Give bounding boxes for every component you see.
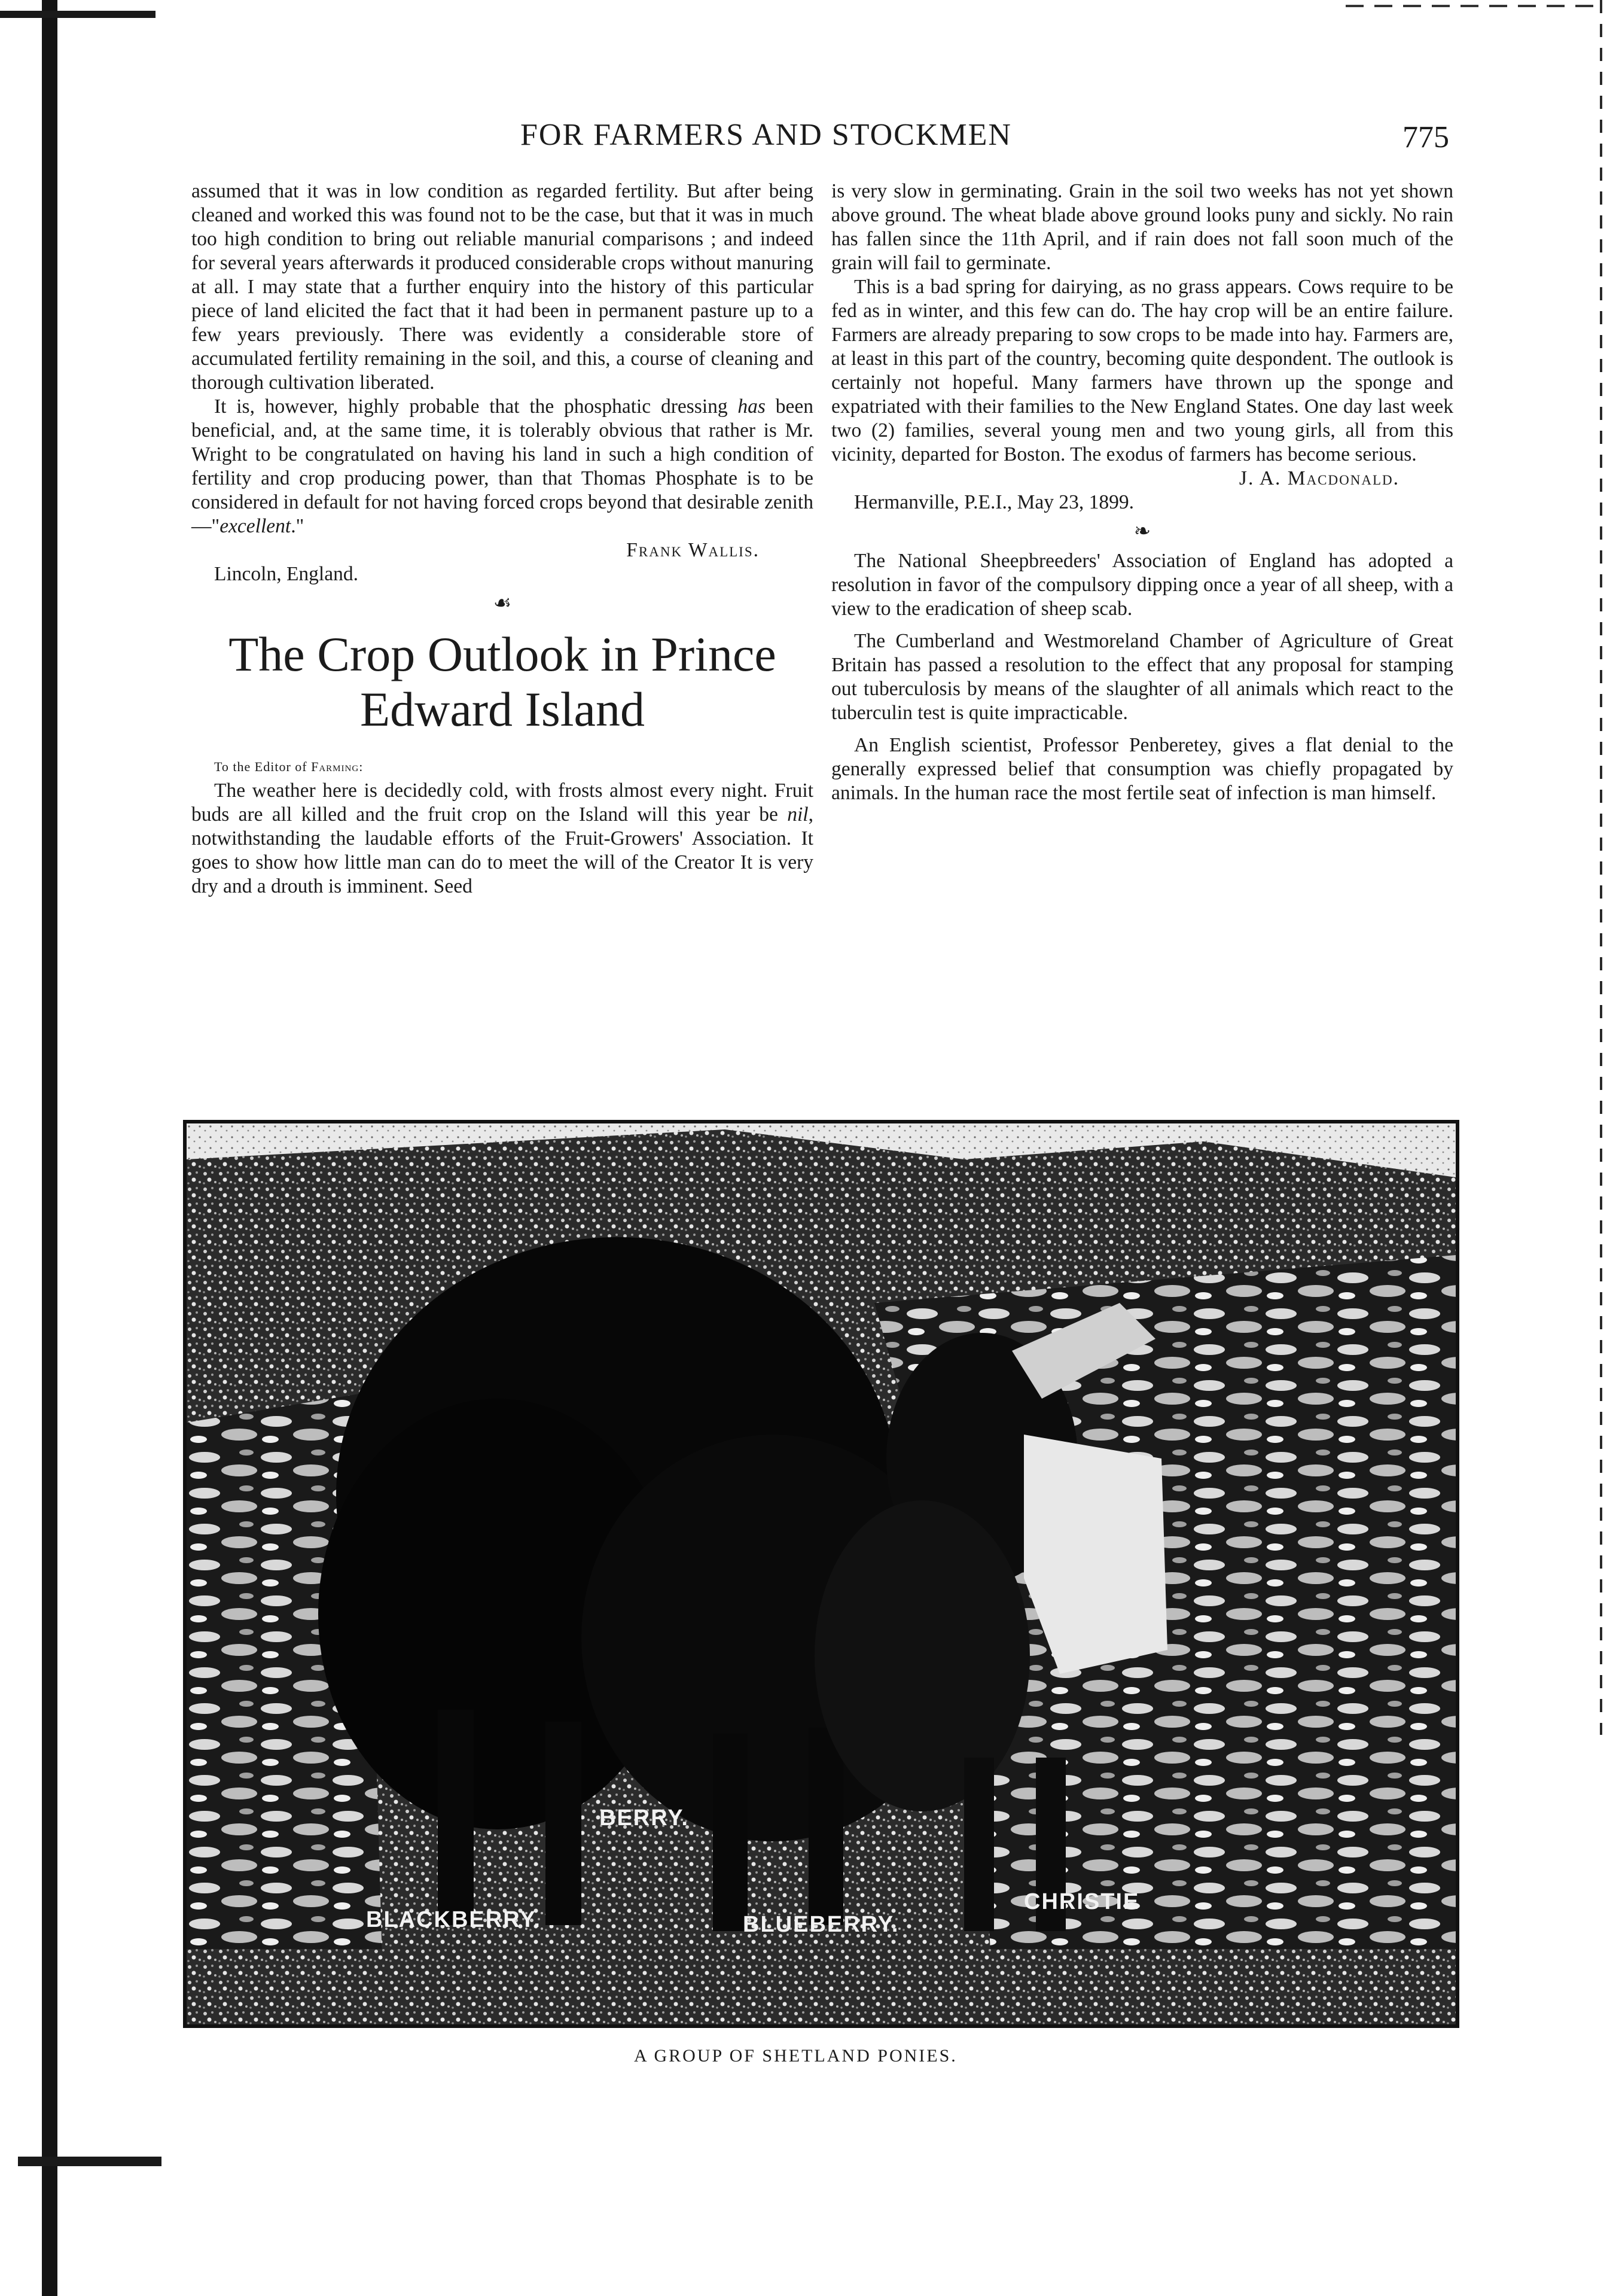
right-column bbox=[831, 179, 1453, 805]
author-location: Lincoln, England. bbox=[214, 563, 358, 585]
photo-image bbox=[187, 1123, 1456, 2024]
italic-word: excellent bbox=[219, 515, 291, 537]
photo-label-christie: CHRISTIE bbox=[1024, 1889, 1140, 1914]
paragraph: This is a bad spring for dairying, as no grass appears. Cows require to be fed as in winter, and this few can do. The hay crop will be an entire failure. Farmers are already preparing to sow crops to be made into hay. Farmers are, at least in this part of the country, becoming quite despondent. The outlook is certainly not hopeful. Many farmers have thrown up the sponge and expatriated with their families to the New England States. One day last week two (2) families, several young men and two young girls, all from this vicinity, departed for Boston. The exodus of farmers has become serious. bbox=[831, 276, 1453, 465]
paragraph: The National Sheepbreeders' Association of England has adopted a resolution in favor of the compulsory dipping once a year of all sheep, with a view to the eradication of sheep scab. bbox=[831, 550, 1453, 620]
text-run: been beneficial, and, at the same time, it is tolerably obvious that rather is Mr. Wright to be congratulated on having his land in such a high condition of fertility and crop producing power, than that Thomas Phosphate is to be considered in default for not having forced crops beyond that desirable zenith—" bbox=[191, 395, 813, 537]
page-number: 775 bbox=[1402, 120, 1449, 154]
text-run: It is, however, highly probable that the phosphatic dressing bbox=[214, 395, 738, 418]
text-run: To the Editor of bbox=[214, 759, 312, 774]
paragraph: The Cumberland and Westmoreland Chamber of Agriculture of Great Britain has passed a resolution to the effect that any proposal for stamping out tuberculosis by means of the slaughter of all animals which react to the tuberculin test is quite impracticable. bbox=[831, 630, 1453, 724]
salutation bbox=[191, 755, 813, 779]
left-column bbox=[191, 179, 813, 899]
photo-caption: A GROUP OF SHETLAND PONIES. bbox=[634, 2046, 958, 2066]
binding-edge bbox=[42, 0, 57, 2296]
binding-edge-bottom-mark bbox=[18, 2157, 161, 2166]
paragraph: is very slow in germinating. Grain in the soil two weeks has not yet shown above ground. The wheat blade above ground looks puny and sickly. No rain has fallen since the 11th April, and if rain does not fall soon much of the grain will fail to germinate. bbox=[831, 180, 1453, 274]
text-run: , notwithstanding the laudable efforts of the Fruit-Growers' Association. It goes to show how little man can do to meet the will of the Creator It is very dry and a drouth is imminent. Seed bbox=[191, 803, 813, 897]
spacer bbox=[831, 725, 1453, 733]
paragraph bbox=[191, 395, 813, 538]
binding-edge-top-mark bbox=[0, 11, 156, 18]
paragraph: An English scientist, Professor Penberetey, gives a flat denial to the generally expressed belief that consumption was chiefly propagated by animals. In the human race the most fertile seat of infection is man himself. bbox=[831, 734, 1453, 804]
article-headline: The Crop Outlook in Prince Edward Island bbox=[228, 627, 776, 736]
text-run: The weather here is decidedly cold, with frosts almost every night. Fruit buds are all killed and the fruit crop on the Island will this year be bbox=[191, 779, 813, 826]
paragraph: assumed that it was in low condition as regarded fertility. But after being cleaned and worked this was found not to be the case, but that it was in much too high condition to bring out reliable manurial comparisons ; and indeed for several years afterwards it produced considerable crops without manuring at all. I may state that a further enquiry into the history of this particular piece of land elicited the fact that it had been in permanent pasture up to a few years previously. There was evidently a considerable store of accumulated fertility remaining in the soil, and this, a course of cleaning and thorough cultivation liberated. bbox=[191, 180, 813, 394]
text-run: : bbox=[359, 759, 364, 774]
author-signature: Frank Wallis. bbox=[626, 539, 760, 561]
photograph-shetland-ponies bbox=[183, 1120, 1459, 2028]
ornament-icon: ❧ bbox=[1133, 520, 1151, 543]
photo-label-blueberry: BLUEBERRY. bbox=[743, 1912, 900, 1937]
spacer bbox=[831, 621, 1453, 629]
photo-label-berry: BERRY. bbox=[599, 1805, 689, 1831]
author-signature: J. A. Macdonald. bbox=[1239, 467, 1400, 489]
author-location: Hermanville, P.E.I., May 23, 1899. bbox=[854, 491, 1135, 513]
running-head: FOR FARMERS AND STOCKMEN bbox=[520, 118, 1012, 152]
text-run: ." bbox=[291, 515, 304, 537]
italic-word: nil bbox=[787, 803, 809, 826]
page-top-edge bbox=[1346, 5, 1597, 7]
page-right-edge bbox=[1600, 0, 1602, 1735]
ornament-icon: ☙ bbox=[493, 592, 512, 614]
photo-label-blackberry: BLACKBERRY. bbox=[366, 1907, 541, 1932]
paragraph bbox=[191, 779, 813, 899]
italic-word: has bbox=[737, 395, 766, 418]
publication-name: Farming bbox=[311, 759, 359, 774]
